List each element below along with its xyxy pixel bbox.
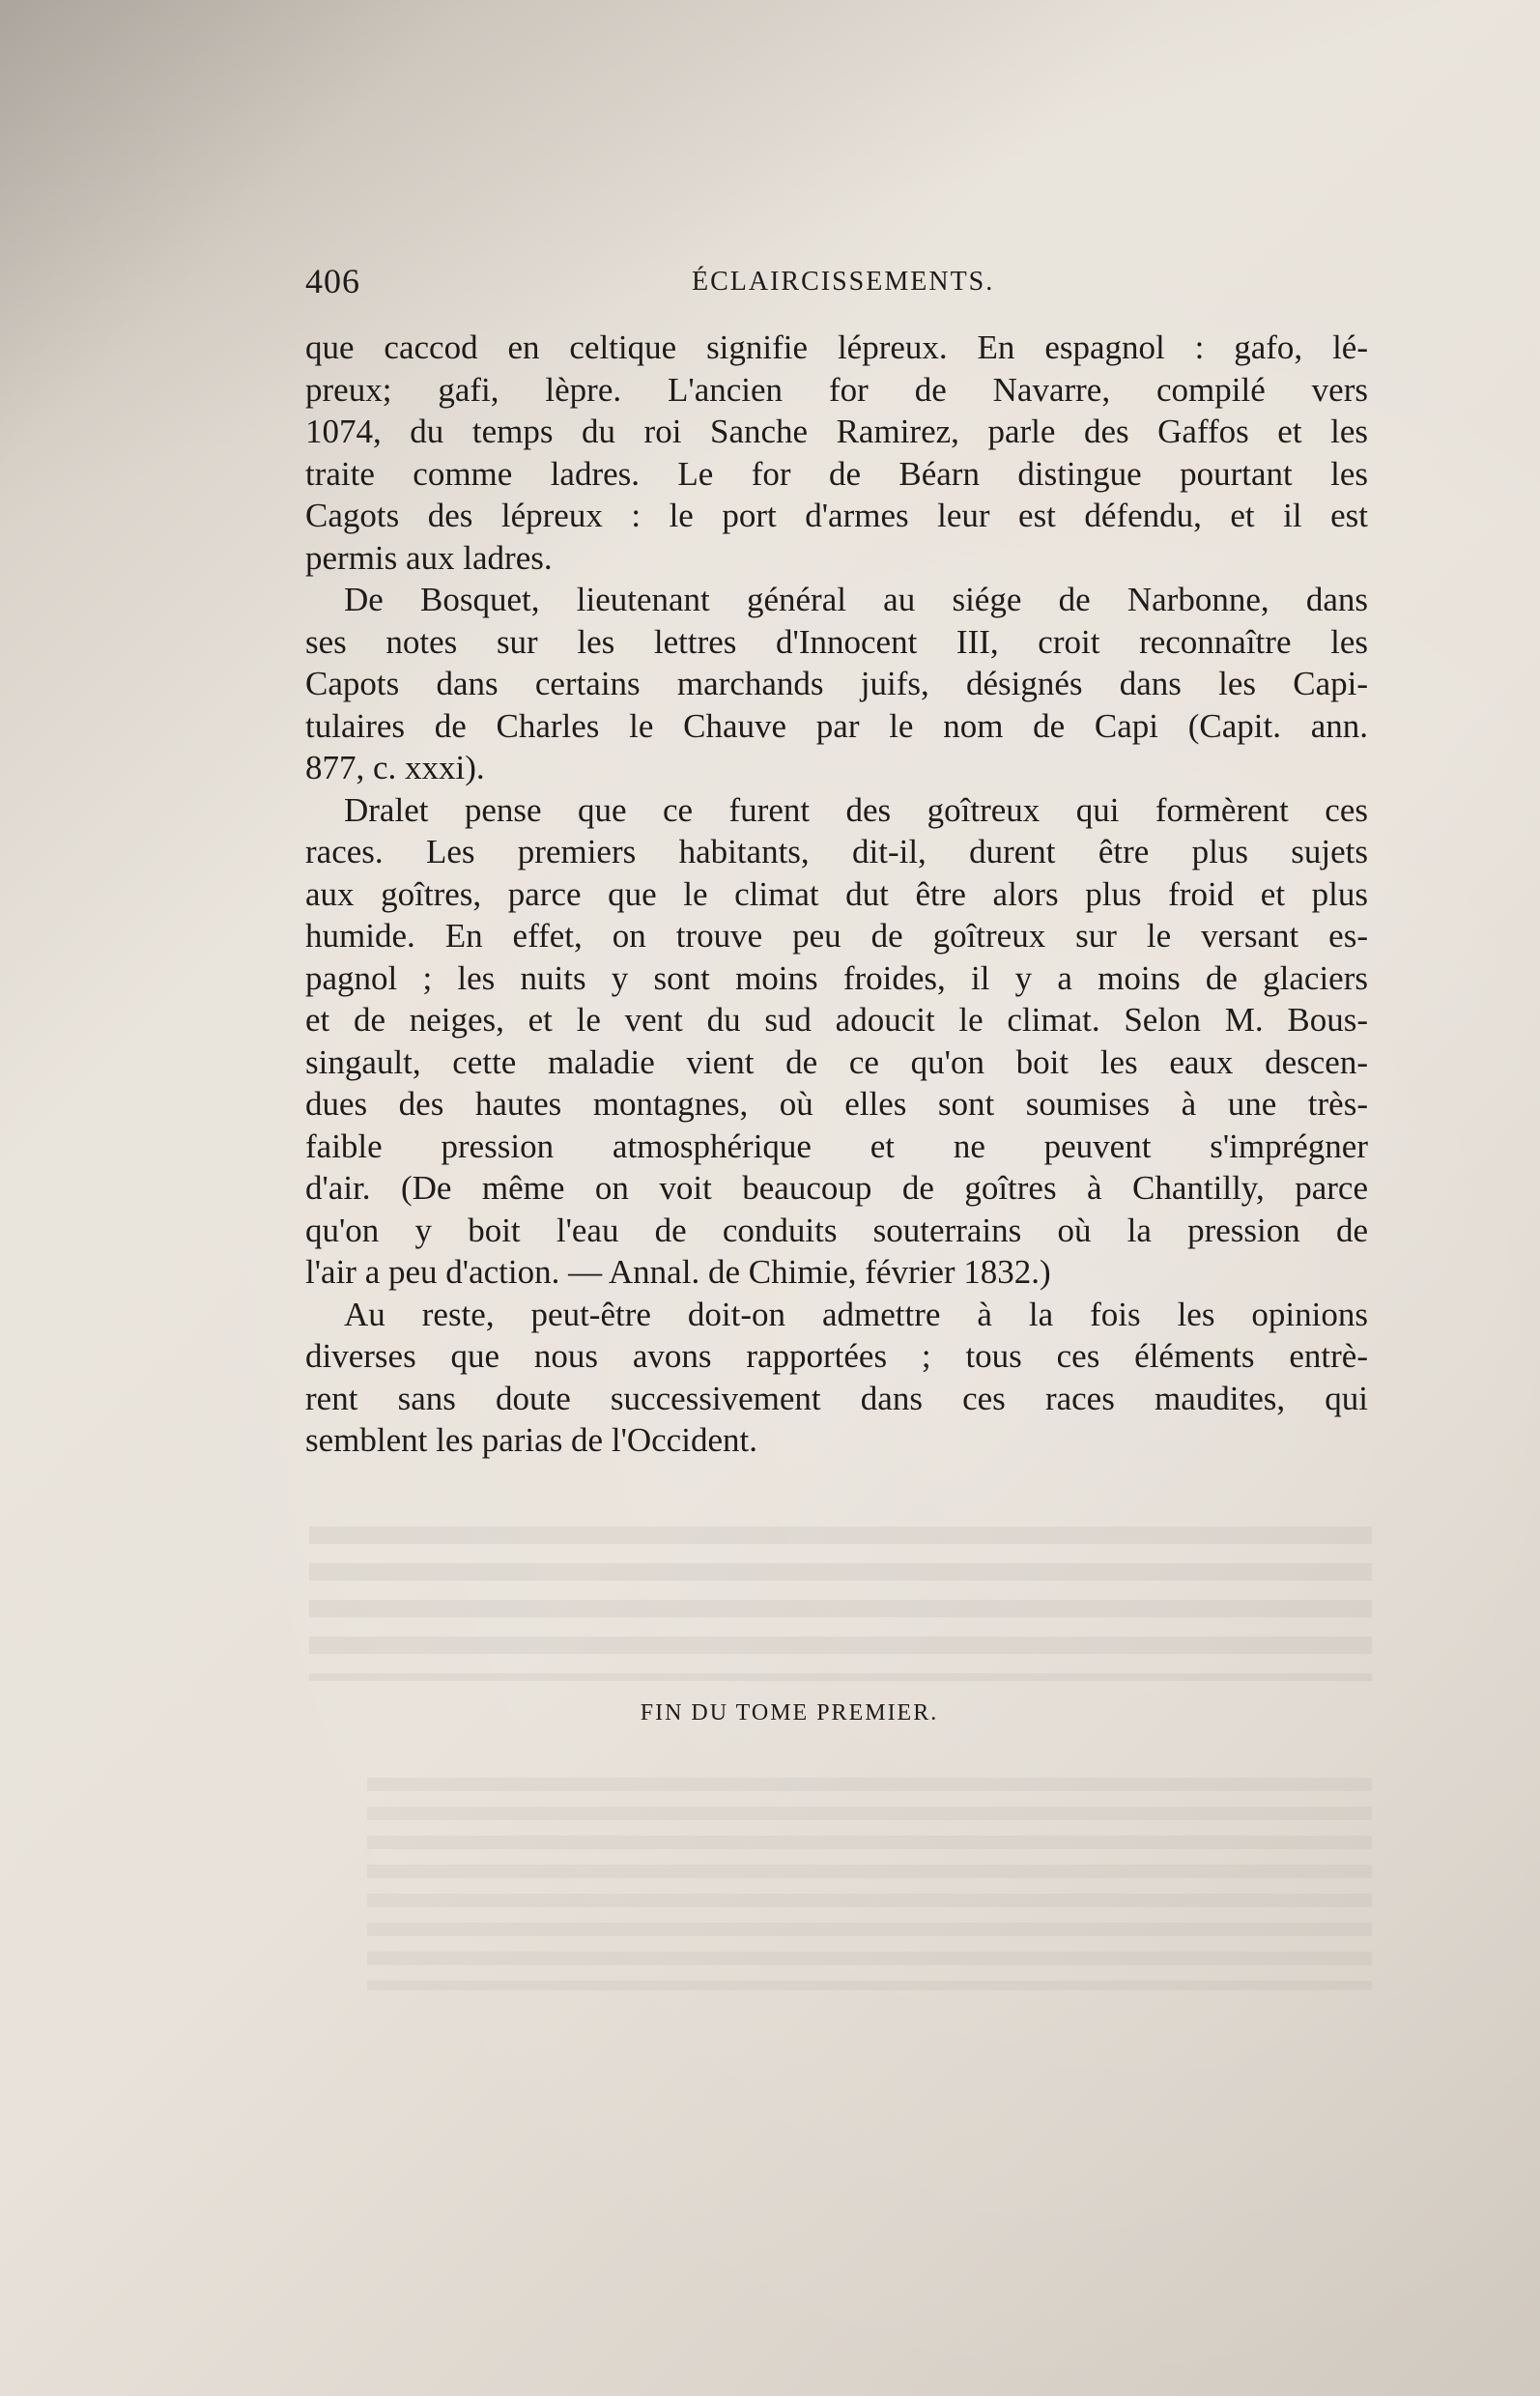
- text-line: races. Les premiers habitants, dit-il, durent être plus sujets: [305, 833, 1368, 870]
- page-number: 406: [305, 262, 360, 300]
- text-line: pagnol ; les nuits y sont moins froides, il y a moins de glaciers: [305, 958, 1368, 997]
- text-line: Dralet pense que ce furent des goîtreux qui formèrent ces: [344, 790, 1368, 829]
- paragraph: [305, 579, 1368, 789]
- running-head: ÉCLAIRCISSEMENTS.: [692, 267, 995, 297]
- paragraph: [305, 327, 1368, 579]
- page-header: [305, 261, 1368, 309]
- text-line: humide. En effet, on trouve peu de goîtreux sur le versant es-: [305, 917, 1368, 955]
- text-line: tulaires de Charles le Chauve par le nom de Capi (Capit. ann.: [305, 706, 1368, 745]
- text-line: Capots dans certains marchands juifs, désignés dans les Capi-: [305, 665, 1368, 702]
- text-line: traite comme ladres. Le for de Béarn distingue pourtant les: [305, 454, 1368, 493]
- bleed-through-text: [309, 1526, 1372, 1681]
- text-line: rent sans doute successivement dans ces races maudites, qui: [305, 1379, 1368, 1417]
- text-line: ses notes sur les lettres d'Innocent III, croit reconnaître les: [305, 622, 1368, 661]
- text-line: 877, c. xxxi).: [305, 749, 485, 786]
- text-line: d'air. (De même on voit beaucoup de goîtres à Chantilly, parce: [305, 1169, 1368, 1207]
- text-line: De Bosquet, lieutenant général au siége de Narbonne, dans: [344, 581, 1368, 618]
- text-line: semblent les parias de l'Occident.: [305, 1421, 757, 1459]
- text-line: singault, cette maladie vient de ce qu'on boit les eaux descen-: [305, 1042, 1368, 1081]
- text-line: aux goîtres, parce que le climat dut être alors plus froid et plus: [305, 874, 1368, 913]
- text-line: Cagots des lépreux : le port d'armes leur est défendu, et il est: [305, 497, 1368, 534]
- end-note-text: FIN DU TOME PREMIER.: [640, 1700, 939, 1726]
- text-line: que caccod en celtique signifie lépreux. En espagnol : gafo, lé-: [305, 328, 1368, 366]
- text-line: 1074, du temps du roi Sanche Ramirez, parle des Gaffos et les: [305, 413, 1368, 450]
- text-line: qu'on y boit l'eau de conduits souterrains où la pression de: [305, 1211, 1368, 1249]
- text-line: dues des hautes montagnes, où elles sont soumises à une très-: [305, 1085, 1368, 1123]
- text-line: permis aux ladres.: [305, 538, 553, 577]
- paragraph: [305, 1294, 1368, 1462]
- text-line: et de neiges, et le vent du sud adoucit le climat. Selon M. Bous-: [305, 1001, 1368, 1039]
- text-line: diverses que nous avons rapportées ; tous ces éléments entrè-: [305, 1337, 1368, 1375]
- text-line: preux; gafi, lèpre. L'ancien for de Navarre, compilé vers: [305, 370, 1368, 409]
- end-of-volume-note: [0, 1700, 1540, 1726]
- body-text: [305, 327, 1368, 1462]
- paragraph: [305, 789, 1368, 1294]
- text-line: faible pression atmosphérique et ne peuvent s'imprégner: [305, 1127, 1368, 1165]
- bleed-through-text: [367, 1778, 1372, 1990]
- text-line: l'air a peu d'action. — Annal. de Chimie, février 1832.): [305, 1253, 1051, 1291]
- text-line: Au reste, peut-être doit-on admettre à la fois les opinions: [344, 1295, 1368, 1333]
